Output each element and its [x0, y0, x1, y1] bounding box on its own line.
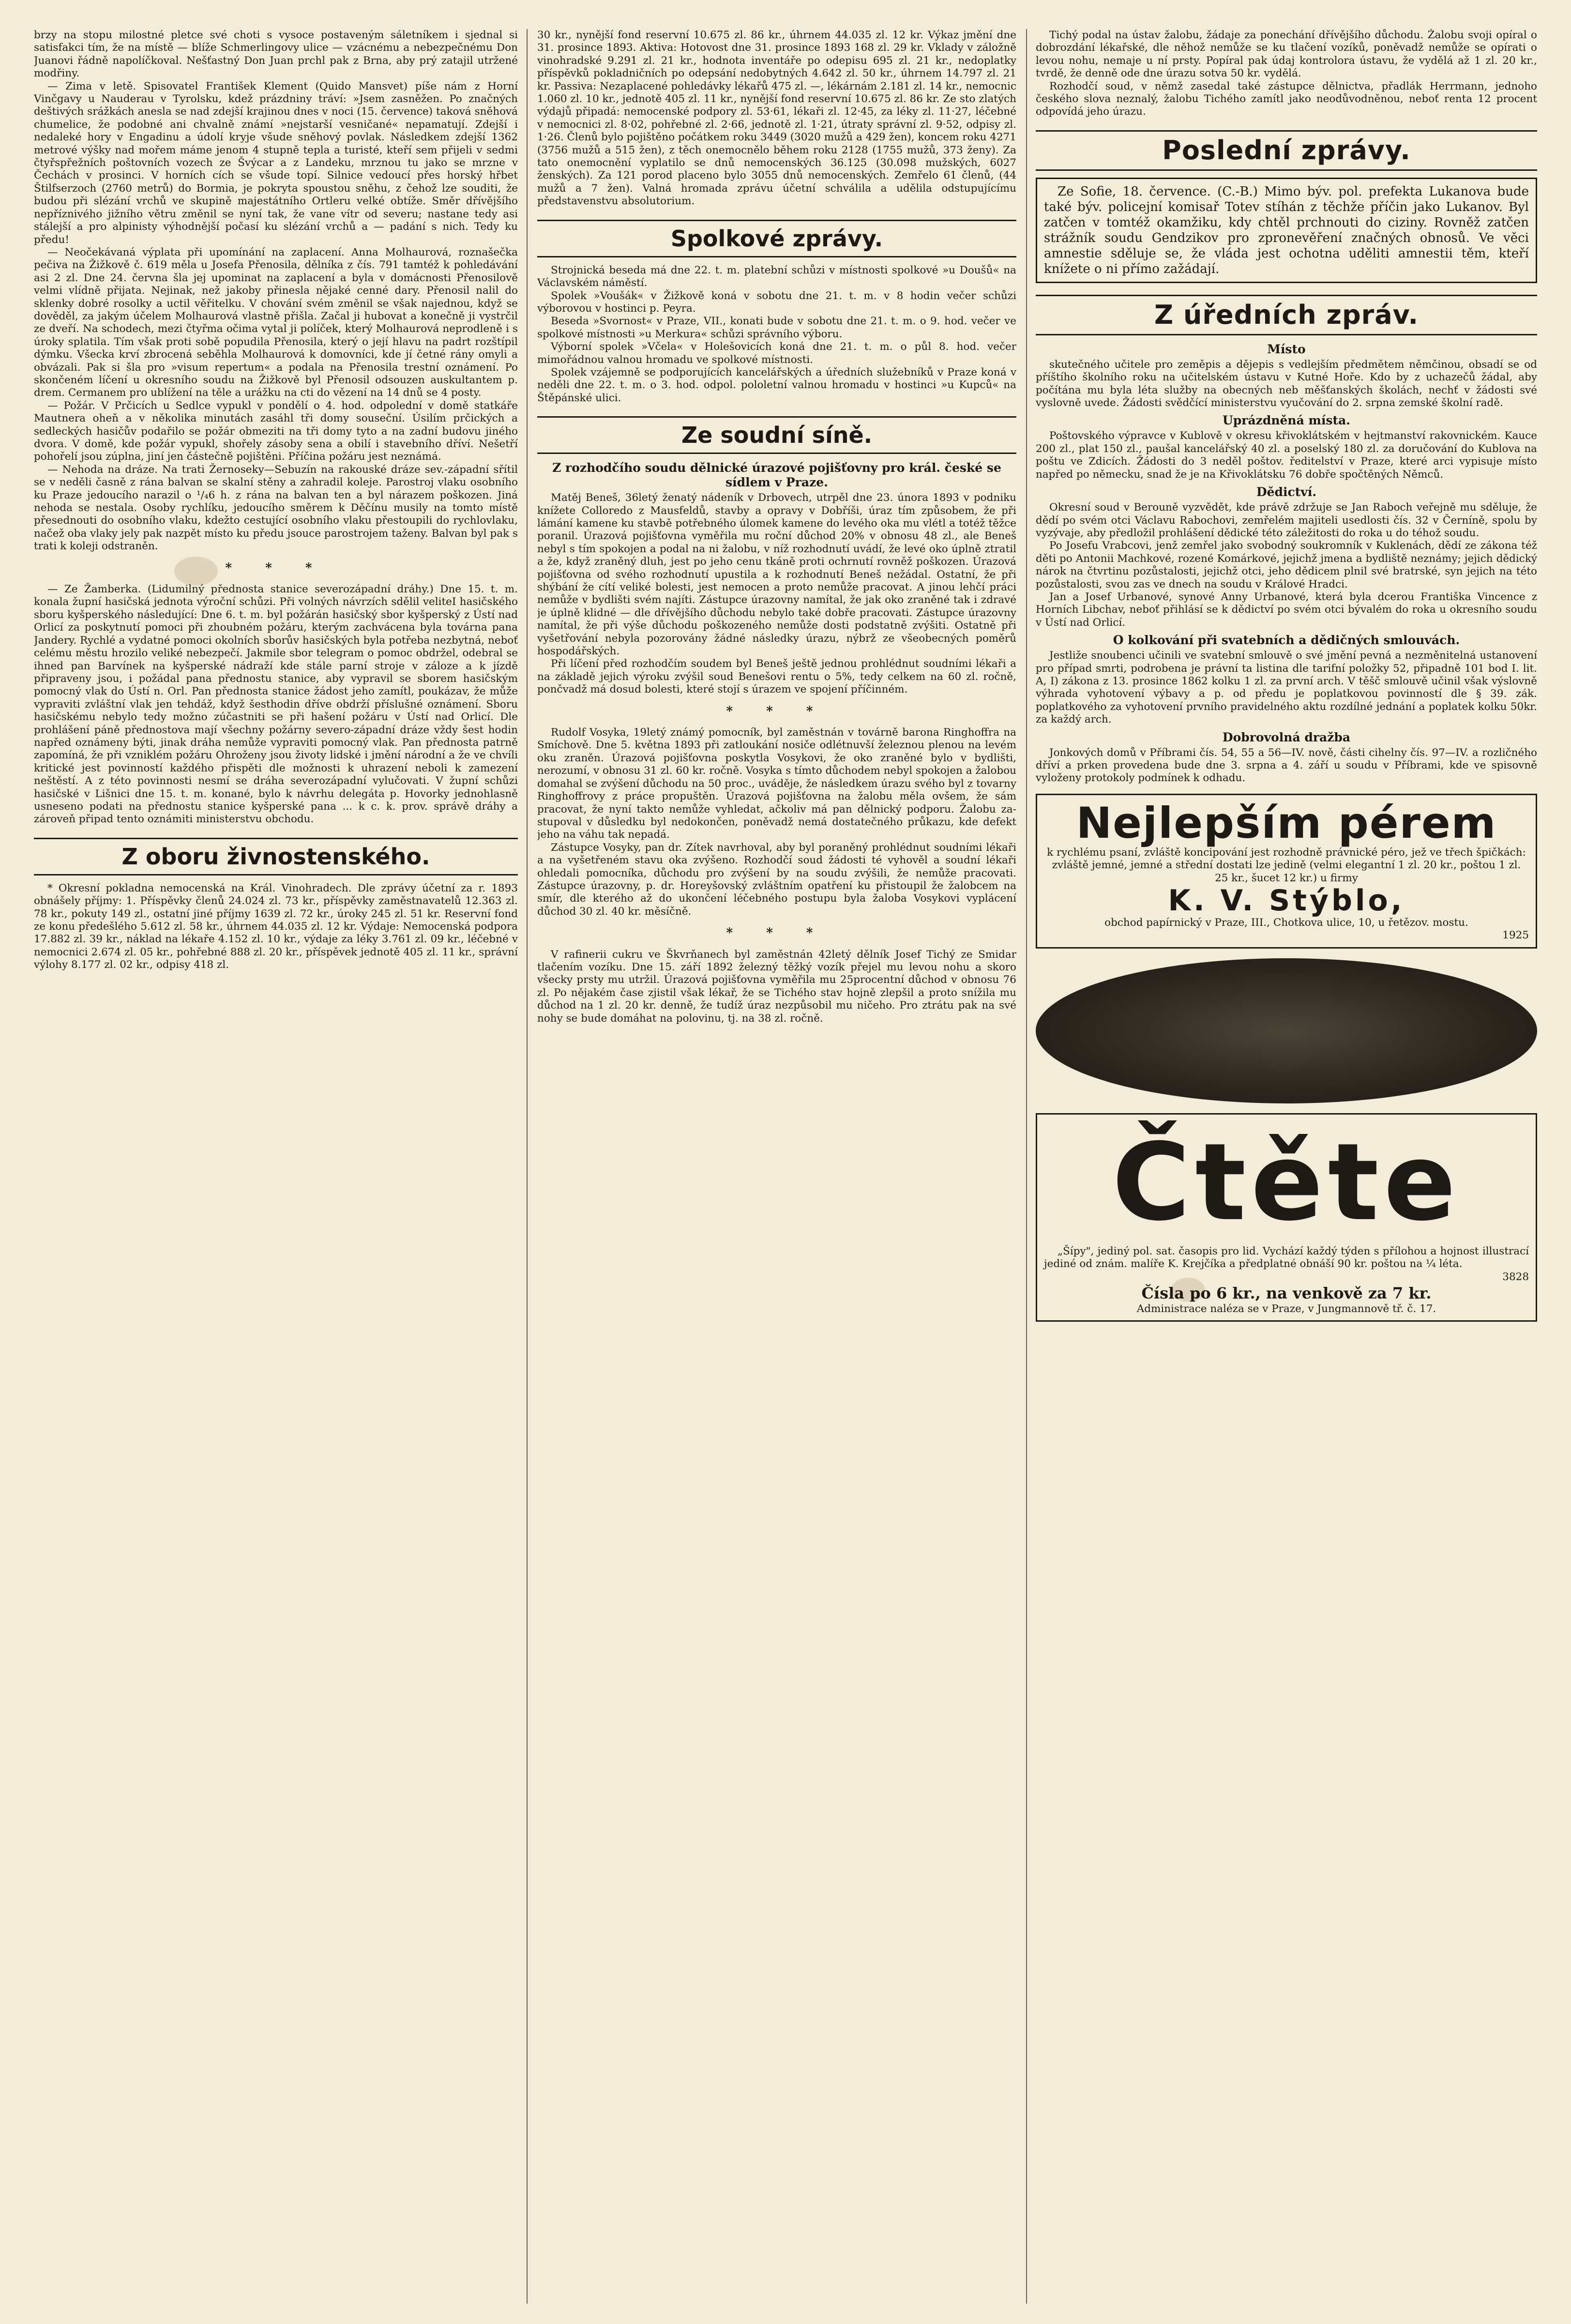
- subheading-uprazdnena-mista: Uprázdněná místa.: [1223, 413, 1350, 428]
- article-pozar: — Požár. V Prčicích u Sedlce vypukl v pondělí o 4. hod. odpolední v domě statkáře Mautnera oheň a v několika minutách zasáhl tři domy souseční. Úsilím prčických a sedleckých hasičův podařilo se požár obmeziti na tři domy tyto a na zadní budovu jiného dvora. V domě, kde požár vypukl, shořely zásoby sena a obilí i stavebního dříví. Nešetří pohořelí jsou zúplna, jiní jen částečně pojištěni. Příčina požáru jest neznámá.: [34, 399, 518, 463]
- ad-title: Čtěte: [1112, 1120, 1461, 1244]
- ad-text: k rychlému psaní, zvláště koncipování jest rozhodně právnické péro, jež ve třech špičkách: zvláště jemné, jemné a střední dostati lze jedině (velmi elegantní 1 zl. 20 kr., poštou 1 zl. 25 kr., šucet 12 kr.) u firmy: [1047, 846, 1526, 884]
- article-benes: Matěj Beneš, 36letý ženatý nádeník v Drbovech, utrpěl dne 23. února 1893 v podniku knížete Colloredo z Mausfeldů, stavby a opravy v Dobříši, úraz tím způsobem, že při lámání kamene ku stavbě potřebného úlomek kamene do levého oka mu vlétl a totéž těžce poranil. Úrazová pojišťovna vyměřila mu roční důchod 20% v obnosu 48 zl., ale Beneš nebyl s tím spokojen a podal na ni žalobu, v níž rozhodnutí uvádí, že levé oko úplně ztratil a že, když zraněný dluh, jest po jeho cenu tkáně proti ochrnutí rovněž poškozen. Úrazová pojišťovna od svého rozhodnutí upustila a k rozhodnutí Beneš nežádal. Ostatní, že při shýbání že cítí veliké bolesti, jest nemocen a proto nemůže pracovat. A jinou lehčí práci nemůže v bydlišti svém najíti. Zástupce úrazovny namítal, že jak oko zraněné tak i zdravé je úplně klidné — dle dřívějšího důchodu nebylo také dobře pracovati. Zástupce úrazovny namítal, že při výše důchodu poškozeného nemůže dosti podstatně zvýšiti. Ostatně při vyšetřování nebyla pozorovány žádné následky úrazu, nýbrž ze všeobecných poměrů hospodářských.: [537, 492, 1016, 658]
- notice-spolek-vousak: Spolek »Voušák« v Žižkově koná v sobotu dne 21. t. m. v 8 hodin večer schůzi výborovou v hostinci p. Peyra.: [537, 289, 1016, 315]
- section-separator: * * *: [726, 926, 828, 941]
- column-3: [1036, 29, 1537, 2304]
- advertisement-sipy: [1036, 1113, 1537, 1322]
- subheading-kolkovani: O kolkování při svatebních a dědičných smlouvách.: [1113, 633, 1460, 648]
- ad-address: obchod papírnický v Praze, III., Chotkova ulice, 10, u řetězov. mostu.: [1104, 917, 1468, 929]
- ad-number: 3828: [1502, 1270, 1529, 1283]
- subheading-dedictvi: Dědictví.: [1256, 485, 1317, 499]
- section-separator: * * *: [225, 560, 327, 575]
- subheading-drazba: Dobrovolná dražba: [1222, 730, 1351, 744]
- section-heading-zivnostenskeho: Z oboru živnostenského.: [34, 838, 518, 875]
- article-paragraph: brzy na stopu milostné pletce své choti s vysoce postaveným sáletníkem i sjednal si satisfakci tím, že na místě — blíže Schmerlingovy ulice — vzácnému a nebezpečnému Don Juanovi řádně napolíčkoval. Nešťastný Don Juan prchl pak z Brna, aby prý zatajil utržené modřiny.: [34, 29, 518, 80]
- notice-spolek-kancelarskych: Spolek vzájemně se podporujících kancelářských a úředních služebníků v Praze koná v neděli dne 22. t. m. o 3. hod. odpol. pololetní valnou hromadu v hostinci »u Kupců« na Štěpánské ulici.: [537, 366, 1016, 404]
- article-zima-v-lete: — Zima v letě. Spisovatel František Klement (Quido Mansvet) píše nám z Horní Vinčgavy u Nauderau v Tyrolsku, kdež prázdniny tráví: »Jsem zasněžen. Po značných deštivých srážkách anesla se nad zdejší krajinou dnes v noci (15. července) taková sněhová chumelice, že podobné ani chvalně známí »nejstarší vesničané« nepamatují. Zdejší i nedaleké hory v Engadinu a údolí kryje všude sněhový povlak. Následkem zdejší 1362 metrové výšky nad mořem máme jenom 4 stupně tepla a turisté, kteří sem přijeli v sedmi čtyřspřežních poštovních vozech ze Švýcar a z Landeku, mrznou tu jako se mrzne v Čechách v prosinci. V horních cích se všude topí. Silnice vedoucí přes horský hřbet Štilfserzoch (2760 metrů) do Bormia, je pokryta spoustou sněhu, z čehož lze souditi, že budou při slézání vrchů ve skupině majestátního Ortleru velké obtíže. Směr dřívějšího nepříznivého jižního větru změnil se nyní tak, že vane vítr od severu; nastane tedy asi stálejší a pro alpinisty výhodnější počasí ku slézání vrchů a — padání s nich. Tedy ku předu!: [34, 80, 518, 246]
- news-box-sofie: Ze Sofie, 18. července. (C.-B.) Mimo býv. pol. prefekta Lukanova bude také býv. policejní komisař Totev stíhán z těchže příčin jako Lukanov. Byl zatčen v tomtéž okamžiku, kdy chtěl prchnouti do ciziny. Rovněž zatčen strážník soudu Gendzikov pro zpronevěření značných obnosů. Ve věci amnestie sděluje se, že vláda jest ochotna uděliti amnestii těm, kteří knížete o ni přímo zažádají.: [1036, 178, 1537, 283]
- notice-ucitel: skutečného učitele pro zeměpis a dějepis s vedlejším předmětem němčinou, obsadí se od příštího školního roku na učitelském ústavu v Kutné Hoře. Kdo by z uchazečů žádal, aby počítána mu byla léta služby na obecných neb měšťanských školách, nechť v žádosti své vyslovně uvede. Žádosti svědčící ministerstvu vyučování do 2. srpna zemské školní radě.: [1036, 358, 1537, 409]
- newspaper-page: [34, 29, 1537, 2304]
- article-subheading: Z rozhodčího soudu dělnické úrazové pojišťovny pro král. české se sídlem v Praze.: [552, 461, 1001, 490]
- notice-dedictvi-raboch: Okresní soud v Berouně vyzvědět, kde právě zdržuje se Jan Raboch veřejně mu sděluje, že dědí po svém otci Václavu Rabochovi, zemřelém majiteli usedlosti čís. 32 v Černíně, spolu by vyzývaje, aby předložil prohlášení dědické této záležitosti do roka u do téhož soudu.: [1036, 501, 1537, 539]
- ad-administration: Administrace naléza se v Praze, v Jungmannově tř. č. 17.: [1136, 1303, 1436, 1315]
- article-tichy: V rafinerii cukru ve Škvrňanech byl zaměstnán 42letý dělník Josef Tichý ze Smidar tlačením vozíku. Dne 15. září 1892 železný těžký vozík přejel mu levou nohu a skoro všecky prsty mu utržil. Úrazová pojišťovna vyměřila mu 25procentní důchod v obnosu 76 zl. Po nějakém čase zjistil však lékař, že se Tichého stav hojně zlepšil a proto snížila mu důchod na 1 zl. 20 kr. denně, že tudíž úraz nezpůsobil mu ničeho. Pro ztrátu pak na své nohy se bude domáhat na polovinu, tj. na 38 zl. ročně.: [537, 948, 1016, 1025]
- subheading-misto: Místo: [1267, 342, 1306, 356]
- column-rule: [527, 29, 528, 2304]
- notice-kolkovani: Jestliže snoubenci učinili ve svatební smlouvě o své jmění pevná a nezměnitelná ustanovení pro případ smrti, podrobena je právní ta listina dle tarifní položky 52, připadně 101 bod I. lit. A, I) zákona z 13. prosince 1862 kolku 1 zl. za první arch. V těšč smlouvě učinil však výslovně výhrada vyhotovení výbavy a p. od předu je poplatkovou povinností dle § 39. zák. poplatkového za vyhotovení prvního pravidelného aktu rozdílné jednání a poplatek kolku 50kr. za každý arch.: [1036, 649, 1537, 726]
- section-heading-uredni-zpravy: Z úředních zpráv.: [1036, 295, 1537, 335]
- notice-drazba: Jonkových domů v Příbrami čís. 54, 55 a 56—IV. nově, části cihelny čís. 97—IV. a rozličného dříví a prken provedena bude dne 3. srpna a 4. září u soudu v Příbrami, kde ve spisovně vyloženy protokoly podmínek k odhadu.: [1036, 746, 1537, 785]
- section-heading-posledni-zpravy: Poslední zprávy.: [1036, 130, 1537, 171]
- article-tichy-continued: Tichý podal na ústav žalobu, žádaje za ponechání dřívějšího důchodu. Žalobu svoji opíral o dobrozdání lékařské, dle něhož nemůže se ku tlačení vozíků, poněvadž nemůže se opírati o levou nohu, nemaje u ní prsty. Popíral pak údaj kontrolora ústavu, že vydělá až 1 zl. 20 kr., tvrdě, že denně ode dne úrazu sotva 50 kr. vydělá.: [1036, 29, 1537, 80]
- article-benes-verdict: Při líčení před rozhodčím soudem byl Beneš ještě jednou prohlédnut soudními lékaři a na základě jejich výroku zvýšil soud Benešovi rentu o 5%, tedy celkem na 60 zl. ročně, pončvadž má dosud bolesti, které stojí s úrazem ve spojení příčinném.: [537, 658, 1016, 696]
- notice-postovsky-vypravce: Poštovského výpravce v Kublově v okresu křivoklátském v hejtmanství rakovnickém. Kauce 200 zl., plat 150 zl., paušal kancelářský 40 zl. a poselský 180 zl. za doručování do Kublova na poštu ve Zdicích. Žádosti do 3 neděl poštov. ředitelství v Praze, které arci vypisuje místo napřed po německu, snad že je na Křivoklátsku 76 dobře spočtěných Němců.: [1036, 430, 1537, 481]
- ad-title: Nejlepším pérem: [1076, 798, 1497, 848]
- section-heading-soudni-sin: Ze soudní síně.: [537, 416, 1016, 454]
- column-2: [537, 29, 1016, 2304]
- notice-dedictvi-urban: Jan a Josef Urbanové, synové Anny Urbanové, která byla dcerou Františka Vincence z Horních Libchav, neboť přihlásí se k dědictví po svém otci bývalém do roka u okresního soudu v Ústí nad Orlicí.: [1036, 590, 1537, 629]
- notice-beseda-svornost: Beseda »Svornost« v Praze, VII., konati bude v sobotu dne 21. t. m. o 9. hod. večer ve spolkové místnosti »u Merkura« schůzi správního výboru.: [537, 315, 1016, 340]
- article-okresni-pokladna: * Okresní pokladna nemocenská na Král. Vinohradech. Dle zprávy účetní za r. 1893 obnášely příjmy: 1. Příspěvky členů 24.024 zl. 73 kr., příspěvky zaměstnavatelů 12.363 zl. 78 kr., pokuty 149 zl., ostatní jiné příjmy 1639 zl. 72 kr., úroky 245 zl. 51 kr. Reservní fond ze konu předešlého 5.612 zl. 58 kr., úhrnem 44.035 zl. 12 kr. Výdaje: Nemocenská podpora 17.882 zl. 39 kr., náklad na lékaře 4.152 zl. 10 kr., výdaje za léky 3.761 zl. 09 kr., léčebné v nemocnici 2.674 zl. 05 kr., pohřebné 888 zl. 20 kr., příspěvek jednotě 405 zl. 11 kr., správní výlohy 8.177 zl. 02 kr., odpisy 418 zl.: [34, 882, 518, 971]
- ad-text: „Šípy", jediný pol. sat. časopis pro lid. Vychází každý týden s přílohou a hojnost illustrací jediné od znám. malíře K. Krejčíka a předplatné obnáší 90 kr. poštou na ¼ léta.: [1044, 1245, 1529, 1270]
- article-nehoda-na-draze: — Nehoda na dráze. Na trati Žernoseky—Sebuzín na rakouské dráze sev.-západní sřítil se v neděli časně z rána balvan se skalní stěny a zahradil koleje. Parostroj vlaku osobního ku Praze jedoucího narazil o ¹/₄6 h. z rána na balvan ten a byl nárazem poškozen. Jiná nehoda se nestala. Osoby rychlíku, jedoucího směrem k Děčínu musily na tomto místě přesednouti do osobního vlaku, kdežto cestující osobního vlaku přestoupili do rychlovlaku, načež oba vlaky jely pak nazpět místo ku předu jsouce parostrojem taženy. Balvan byl pak s trati k koleji odstraněn.: [34, 463, 518, 553]
- article-paragraph: 30 kr., nynější fond reservní 10.675 zl. 86 kr., úhrnem 44.035 zl. 12 kr. Výkaz jmění dne 31. prosince 1893. Aktiva: Hotovost dne 31. prosince 1893 168 zl. 29 kr. Vklady v záložně vinohradské 9.291 zl. 21 kr., hodnota inventáře po odepisu 695 zl. 21 kr., nedoplatky příspěvků pokladničních po odepsání nedobytných 4.642 zl. 50 kr., úhrnem 14.797 zl. 21 kr. Passiva: Nezaplacené pohledávky lékařů 475 zl. —, lékárnám 2.181 zl. 14 kr., nemocnic 1.060 zl. 10 kr., jednotě 405 zl. 11 kr., nynější fond reservní 10.675 zl. 86 kr. Ze sto zlatých výdajů připadá: nemocenské podpory zl. 53·61, lékaři zl. 12·45, za léky zl. 11·27, léčebné v nemocnici zl. 8·02, pohřebné zl. 2·66, jednotě zl. 1·21, útraty správní zl. 9·52, odpisy zl. 1·26. Členů bylo pojištěno počátkem roku 3449 (3020 mužů a 429 žen), koncem roku 4271 (3756 mužů a 515 žen), z těch onemocnělo během roku 2128 (1755 mužů, 373 ženy). Za tato onemocnění vyplatilo se dnů nemocenských 36.125 (30.098 mužských, 6027 ženských). Za 121 porod placeno bylo 3055 dnů nemocenských. Zemřelo 61 členů, (44 mužů a 7 žen). Valná hromada zprávu účetní schválila a udělila odstupujícímu představenstvu absolutorium.: [537, 29, 1016, 208]
- notice-strojnicka-beseda: Strojnická beseda má dne 22. t. m. platební schůzi v místnosti spolkové »u Doušů« na Václavském náměstí.: [537, 264, 1016, 289]
- article-tichy-verdict: Rozhodčí soud, v němž zasedal také zástupce dělnictva, přadlák Herrmann, jednoho českého slova neznalý, žalobu Tichého zamítl jako neodůvodněnou, neboť renta 12 procent odpovídá jeho úrazu.: [1036, 80, 1537, 118]
- notice-spolek-vcela: Výborní spolek »Včela« v Holešovicích koná dne 21. t. m. o půl 8. hod. večer mimořádnou valnou hromadu ve spolkové místnosti.: [537, 341, 1016, 366]
- column-rule: [1026, 29, 1027, 2304]
- article-ze-zamberka: — Ze Žamberka. (Lidumilný přednosta stanice severozápadní dráhy.) Dne 15. t. m. konala župní hasičská jednota výroční schůzi. Při volných návrzích sdělil veliteI hasičského sboru kyšperského následující: Dne 6. t. m. byl požárán hasičský sbor kyšperský z Ústí nad Orlicí za poskytnutí pomoci při zhoubném požáru, kterým zachvácena byla továrna pana Jandery. Rychlé a vydatné pomoci okolních sborův hasičských byla potřeba nezbytná, neboť celému městu hrozilo veliké nebezpečí. Jakmile sbor telegram o pomoc obdržel, odebral se ihned pan Barvínek na kyšperské nádraží kde stále parní stroje v záloze a k jízdě připraveny jsou, i požádal pana přednostu stanice, aby vypravil se sborem hasičským pomocný vlak do Ústí n. Orl. Pan přednosta stanice žádost jeho zamítl, poukázav, že může vypraviti zvláštní vlak jen tehdáž, když šesthodin dříve obdrží příslušné oznámení. Sboru hasičskému nebylo tedy možno zúčastniti se při hašení požáru v Ústí nad Orlicí. Dle prohlášení páně přednostova mají všechny požárny severo-západní dráze vždy šest hodin napřed oznámeny býti, jinak dráha nemůže vypraviti pomocný vlak. Pan přednosta patrně zapomíná, že při vzniklém požáru Ohroženy jsou životy lidské i jmění národní a že ve chvíli kritické jest povinností každého přispěti dle možnosti k uhrazení neboli k zamezení neštěstí. A z této povinnosti nesmí se dráha severozápadní vylučovati. V župní schůzi hasičské v Lišnici dne 15. t. m. konané, bylo k návrhu delegáta p. Hovorky jednohlasně usneseno podati na přednostu stanice kyšperské pana ... k c. k. prov. správě dráhy a zároveň připad tento oznámiti ministerstvu obchodu.: [34, 583, 518, 826]
- article-vosyka: Rudolf Vosyka, 19letý známý pomocník, byl zaměstnán v továrně barona Ringhoffra na Smíchově. Dne 5. května 1893 při zatloukání nosiče odlétnuvší železnou plenou na levém oku zraněn. Úrazová pojišťovna poskytla Vosykovi, že oko zraněné bylo v bydlišti, nerozumí, v obnosu 31 zl. 60 kr. ročně. Vosyka s tímto důchodem nebyl spokojen a žalobou domahal se zvýšení důchodu na 50 proc., uváděje, že následkem úrazu svého byl z tovarny Ringhoffrovy z práce propuštěn. Úrazová pojišťovna na žalobu měla ovšem, že sám pracovat, že nyní takto nemůže vyhledat, ačkoliv má pan dělnický podporu. Žalobu zastupoval v důsledku byl nedokončen, poněvadž nemá dostatečného průkazu, kde defekt jeho na váhu tak nepadá.: [537, 726, 1016, 841]
- ad-number: 1925: [1502, 929, 1529, 942]
- section-heading-spolkove-zpravy: Spolkové zprávy.: [537, 220, 1016, 257]
- column-1: [34, 29, 518, 2304]
- ad-price: Čísla po 6 kr., na venkově za 7 kr.: [1141, 1284, 1432, 1303]
- article-vosyka-verdict: Zástupce Vosyky, pan dr. Zítek navrhoval, aby byl poraněný prohlédnut soudními lékaři a na vyšetřeném stavu oka zvýšeno. Rozhodčí soud žádosti té vyhověl a soudní lékaři ohledali pomocníka, důchodu pro zvýšení by na soudu zvýšili, že nemůže pracovati. Zástupce úrazovny, p. dr. Horeyšovský zvláštním opatření ku přistoupil že žalobcem na smír, dle kterého až do ukončení léčebného postupu byla žaloba Vosykovi vyplácení důchod 30 zl. 40 kr. měsíčně.: [537, 841, 1016, 918]
- section-separator: * * *: [726, 704, 828, 719]
- article-neocekavana-vyplata: — Neočekávaná výplata při upomínání na zaplacení. Anna Molhaurová, roznašečka pečiva na Žižkově č. 619 měla u Josefa Přenosila, dělníka z čís. 791 tamtéž k pohledávání asi 2 zl. Dne 24. června šla jej upominat na zaplacení a byla v domácnosti Přenosilově velmi vlídně přijata. Nejinak, než jakoby přinesla nějaké cenné dary. Přenosil nalil do sklenky dobré rosolky a uctil věřitelku. V chování svém změnil se však najednou, když se dověděl, za jakým účelem Molhaurová vlastně přišla. Začal ji hubovat a konečně ji vystrčil ze dveří. Na schodech, mezi čtyřma očima vytal ji políček, který Molhaurová neprodleně i s úroky splatila. Tím však proti sobě popudila Přenosila, který o její hlavu na padrt rozštípil dýmku. Všecka krví zbrocená seběhla Molhaurová k domovníci, kde jí četné rány omyli a obvázali. Pak si šla pro »visum repertum« a podala na Přenosila trestní oznámení. Po skončeném líčení u okresního soudu na Žižkově byl Přenosil odsouzen auskultantem p. drem. Cermanem pro ublížení na těle a urážku na cti do vězení na 14 dnů se 4 posty.: [34, 246, 518, 399]
- ad-firm-name: K. V. Stýblo,: [1168, 884, 1405, 918]
- decorative-banner: [1036, 958, 1537, 1103]
- notice-dedictvi-vrabec: Po Josefu Vrabcovi, jenž zemřel jako svobodný soukromník v Kuklenách, dědí ze zákona též děti po Antonii Machkové, rozené Komárkové, jejichž jmena a bydliště neznámy; jejich dědický nárok na čtvrtinu pozůstalosti, jejichž otci, jeho dědicem plnil své bratrské, syn jejich na této pozůstalosti, svou zas ve dnech na soudu v Králové Hradci.: [1036, 540, 1537, 590]
- advertisement-styblo: [1036, 794, 1537, 949]
